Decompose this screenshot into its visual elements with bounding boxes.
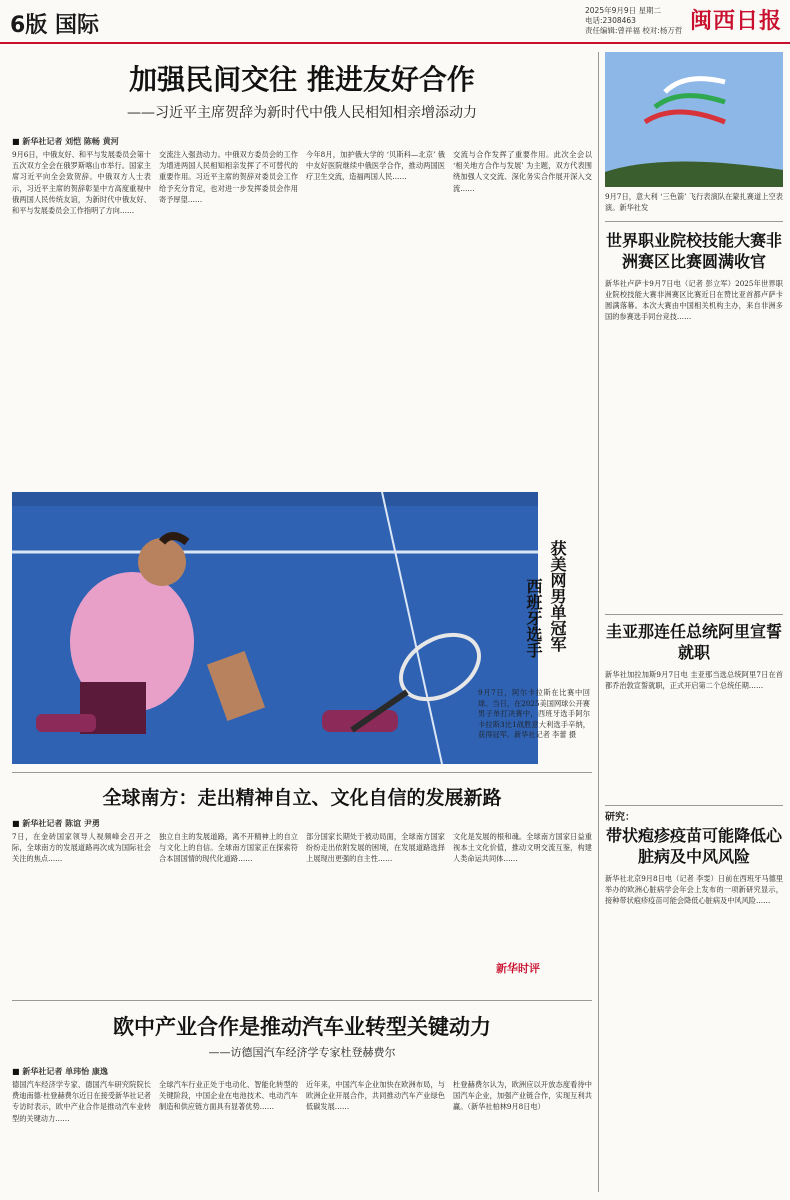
auto-col-3: 近年来，中国汽车企业加快在欧洲布局，与欧洲企业开展合作，共同推动汽车产业绿色低碳发展…… [306, 1080, 445, 1112]
column-divider [598, 52, 599, 1192]
lead-col-1: 9月6日，中俄友好、和平与发展委员会第十五次双方全会在俄罗斯喀山市举行。国家主席习近平向全会致贺辞。中俄双方人士表示，习近平主席的贺辞彰显中方高度重视中俄两国人民传统友谊，为新时代中俄友好、和平与发展委员会工作指明了方向…… [12, 150, 151, 216]
south-article [12, 772, 592, 979]
masthead [0, 0, 790, 44]
south-byline: ■ 新华社记者 陈谊 尹勇 [12, 818, 592, 829]
auto-body [12, 1079, 592, 1197]
auto-headline: 欧中产业合作是推动汽车业转型关键动力 [113, 1015, 491, 1039]
research-body: 新华社北京9月8日电（记者 李雯）日前在西班牙马德里举办的欧洲心脏病学会年会上发布的一项新研究显示，接种带状疱疹疫苗可能会降低心脏病及中风风险…… [605, 874, 783, 905]
lead-body [12, 149, 592, 449]
auto-subtitle: ——访德国汽车经济学专家杜登赫费尔 [208, 1046, 396, 1059]
main-column [12, 52, 592, 449]
research-label: 研究： [605, 812, 635, 823]
lead-headline: 加强民间交往 推进友好合作 [129, 63, 475, 96]
auto-col-2: 全球汽车行业正处于电动化、智能化转型的关键阶段，中国企业在电池技术、电动汽车制造和供应链方面具有显著优势…… [159, 1080, 298, 1112]
tennis-headline-2: 西班牙选手 [524, 578, 543, 658]
south-col-3: 部分国家长期处于被动局面，全球南方国家纷纷走出依附发展的困境，在发展道路选择上展现出更强的自主性…… [306, 832, 445, 864]
guyana-headline: 圭亚那连任总统阿里宣誓就职 [605, 622, 782, 662]
south-col-1: 7日，在金砖国家领导人视频峰会召开之际，全球南方的发展道路再次成为国际社会关注的焦点…… [12, 832, 151, 864]
south-body [12, 831, 592, 979]
airshow-photo [605, 52, 783, 187]
auto-col-1: 德国汽车经济学专家、德国汽车研究院院长费迪南德·杜登赫费尔近日在接受新华社记者专访时表示，欧中产业合作是推动汽车业转型的关键动力…… [12, 1080, 151, 1123]
divider [605, 221, 783, 222]
issue-date: 2025年9月9日 星期二 [585, 6, 662, 15]
auto-article [12, 1000, 592, 1197]
divider [605, 805, 783, 806]
vocational-headline: 世界职业院校技能大赛非洲赛区比赛圆满收官 [605, 231, 782, 271]
airshow-caption: 9月7日，意大利 ‘三色箭’ 飞行表演队在蒙扎赛道上空表演。新华社发 [605, 192, 783, 212]
editors: 责任编辑:曾祥福 校对:杨万哲 [585, 26, 683, 35]
tennis-photo [12, 492, 538, 764]
divider [605, 614, 783, 615]
newspaper-logo: 闽西日报 [690, 8, 783, 34]
south-col-4: 文化是发展的根和魂。全球南方国家日益重视本土文化价值，推动文明交流互鉴，构建人类命运共同体…… [453, 832, 592, 864]
masthead-meta [585, 6, 682, 36]
auto-byline: ■ 新华社记者 单玮怡 康逸 [12, 1066, 592, 1077]
south-col-2: 独立自主的发展道路，离不开精神上的自立与文化上的自信。全球南方国家正在探索符合本国国情的现代化道路…… [159, 832, 298, 864]
lead-col-3: 今年8月，加护俄大学的 ‘贝斯科—北京’ 俄中友好医院继续中俄医学合作，推动两国医疗卫生交流，造福两国人民…… [306, 150, 445, 182]
tennis-headline: 获美网男单冠军 [548, 540, 567, 652]
vocational-body: 新华社卢萨卡9月7日电（记者 彭立军）2025年世界职业院校技能大赛非洲赛区比赛近日在赞比亚首都卢萨卡圆满落幕。本次大赛由中国相关机构主办，来自非洲多国的参赛选手同台竞技…… [605, 279, 783, 321]
lead-col-2: 交流注入强劲动力。中俄双方委员会的工作为增进两国人民相知相亲发挥了不可替代的重要作用。习近平主席的贺辞对委员会工作给予充分肯定，也对进一步发挥委员会作用寄予厚望…… [159, 150, 298, 204]
tennis-caption: 9月7日，阿尔卡拉斯在比赛中回球。当日，在2025美国网球公开赛男子单打决赛中，西班牙选手阿尔卡拉斯3比1战胜意大利选手辛纳，获得冠军。新华社记者 李蕾 摄 [478, 688, 590, 739]
page-number: 6版 国际 [10, 13, 99, 38]
south-headline: 全球南方：走出精神自立、文化自信的发展新路 [102, 787, 502, 809]
section-name: 国际 [54, 13, 99, 38]
commentary-tag: 新华时评 [496, 962, 540, 975]
research-headline: 带状疱疹疫苗可能降低心脏病及中风风险 [605, 826, 782, 866]
guyana-body: 新华社加拉加斯9月7日电 圭亚那当选总统阿里7日在首都乔治敦宣誓就职，正式开启第二个总统任期…… [605, 670, 783, 690]
phone: 电话:2308463 [585, 16, 636, 25]
auto-col-4: 杜登赫费尔认为，欧洲应以开放态度看待中国汽车企业，加强产业链合作，实现互利共赢。（新华社柏林9月8日电） [453, 1080, 592, 1112]
divider [12, 772, 592, 773]
right-column [605, 52, 783, 1093]
lead-byline: ■ 新华社记者 刘恺 陈畅 黄河 [12, 136, 592, 147]
lead-col-4: 交流与合作发挥了重要作用。此次全会以 ‘相关地方合作与发展’ 为主题，双方代表围绕加强人文交流、深化务实合作展开深入交流…… [453, 150, 592, 193]
divider [12, 1000, 592, 1001]
lead-subtitle: ——习近平主席贺辞为新时代中俄人民相知相亲增添动力 [127, 105, 477, 121]
